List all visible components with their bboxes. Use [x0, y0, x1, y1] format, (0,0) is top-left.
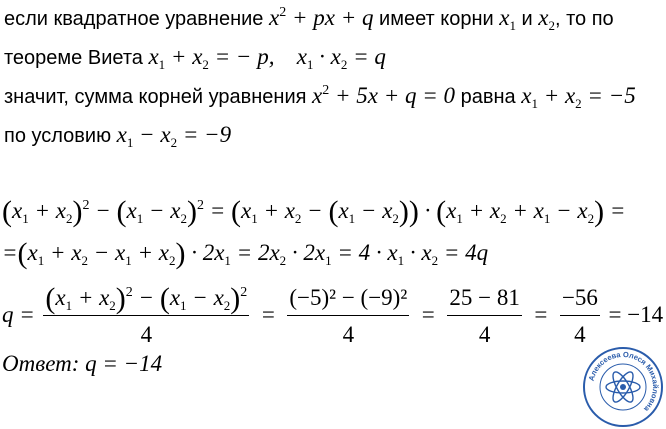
- root-x2: $x_2$: [538, 5, 555, 33]
- line1-text-b: имеет корни: [379, 8, 494, 30]
- text-line-2: [4, 45, 386, 70]
- line3-text-a: значит, сумма корней уравнения: [4, 86, 307, 108]
- svg-text:Алексеева Олеся Михайловна: Алексеева Олеся Михайловна: [586, 349, 661, 414]
- q-equals: q =: [2, 301, 35, 327]
- vieta-product: $x_1 \cdot x_2 = q$: [296, 44, 386, 72]
- line1-text-c: и: [521, 8, 533, 30]
- root-x1: $x_1$: [499, 5, 516, 33]
- text-line-3: [4, 84, 636, 109]
- formula-row-q: q = $\frac{(x_1 + x_2)^2 - (x_1 - x_2)^2}{4}$ = $\frac{\text{(−5)² − (−9)²}}{4}$ = $\frac{25 - 81}{4}$ = $\frac{-56}{4}$ = −14: [2, 283, 663, 350]
- answer-line: [2, 352, 162, 377]
- fraction-result: $\frac{-56}{4}$: [561, 285, 598, 347]
- quadratic-equation: $x^2$ + px + q: [269, 5, 374, 30]
- line4-text: по условию: [4, 125, 112, 147]
- answer-label: Ответ: [2, 351, 72, 376]
- line3-text-b: равна: [460, 86, 516, 108]
- roots-sum: $x_1 + x_2 = -5$: [521, 83, 636, 111]
- given-equation: $x^2 + 5x + q = 0$: [312, 83, 456, 108]
- answer-value: : q = −14: [71, 351, 163, 376]
- vieta-sum: $x_1 + x_2$ = − p,: [148, 44, 275, 72]
- text-line-4: [4, 123, 231, 148]
- line2-text: теореме Виета: [4, 47, 143, 69]
- line1-text-a: если квадратное уравнение: [4, 8, 264, 30]
- fraction-computed: $\frac{25 - 81}{4}$: [449, 285, 520, 347]
- fraction-substituted: $\frac{\text{(−5)² − (−9)²}}{4}$: [289, 285, 408, 347]
- fraction-general: $\frac{(x_1 + x_2)^2 - (x_1 - x_2)^2}{4}$: [45, 282, 248, 347]
- line1-text-d: , то по: [555, 8, 614, 30]
- roots-difference: $x_1 - x_2 = -9$: [116, 122, 232, 150]
- text-line-1: [4, 6, 614, 31]
- formula-row-simplify: $=(x_1 + x_2 - x_1 + x_2) \cdot 2x_1 = 2x_2 \cdot 2x_1 = 4 \cdot x_1 \cdot x_2 = 4q$: [2, 237, 489, 270]
- final-result: = −14: [608, 301, 664, 327]
- formula-row-expansion: $(x_1 + x_2)^2 - (x_1 - x_2)^2 = (x_1 + x_2 - (x_1 - x_2)) \cdot (x_1 + x_2 + x_1 - x_2)$ =: [2, 195, 626, 228]
- author-stamp-logo: [582, 346, 664, 428]
